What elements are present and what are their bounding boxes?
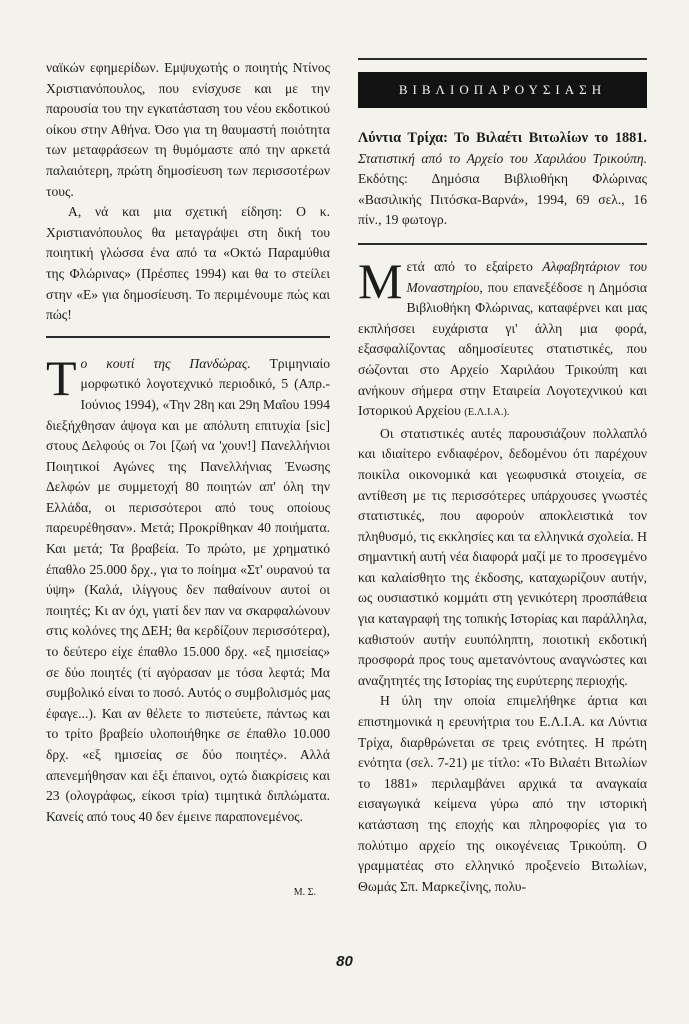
book-subtitle: Στατιστική από το Αρχείο του Χαριλάου Τρικούπη. — [358, 150, 647, 166]
article-title: ο κουτί της Πανδώρας. — [80, 355, 251, 371]
section-banner: ΒΙΒΛΙΟΠΑΡΟΥΣΙΑΣΗ — [358, 72, 647, 108]
drop-cap-t: Τ — [46, 349, 77, 406]
left-column — [46, 58, 330, 904]
drop-cap-m: Μ — [358, 252, 403, 309]
section-divider — [46, 336, 330, 338]
left-paragraph-1: ναϊκών εφημερίδων. Εμψυχωτής ο ποιητής Ντίνος Χριστιανόπουλος, που ενίσχυσε και με την παρουσία του την εγκατάσταση του νέου εκδοτικού οίκου στην Αθήνα. Όσο για τη θαυμαστή ποιότητα των μεταφράσεων τη θυμόμαστε από την αρκετά παλαιότερη, πρώτη δημοσίευση των περισσοτέρων τους. — [46, 60, 330, 199]
book-divider — [358, 243, 647, 245]
left-paragraph-2: Α, νά και μια σχετική είδηση: Ο κ. Χριστιανόπουλος θα μεταγράψει στη δική του ποιητική γλώσσα ένα από τα «Οκτώ Παραμύθια της Φλώρινας» (Πρέσπες 1994) και θα το στείλει στην «Ε» για δημοσίευση. Το περιμένουμε πώς και πώς! — [46, 204, 330, 323]
review-paragraph-3: Η ύλη την οποία επιμελήθηκε άρτια και επιστημονικά η ερευνήτρια του Ε.Λ.Ι.Α. κα Λύντια Τρίχα, διαρθρώνεται σε τρεις ενότητες. Η πρώτη ενότητα (σελ. 7-21) με τίτλο: «Το Βιλαέτι Βιτωλίων το 1881» περιλαμβάνει αρχικά τα αναγκαία εισαγωγικά κείμενα γύρω από την ιστορική κατάσταση της εποχής και πληροφορίες για το πολύτιμο αρχείο της οικογένειας Τρικούπη. Ο γραμματέας στο ελληνικό προξενείο Βιτωλίων, Θωμάς Σπ. Μαρκεζίνης, πολυ- — [358, 693, 647, 894]
review-text-cont: , που επανεξέδοσε η Δημόσια Βιβλιοθήκη Φλώρινας, καταφέρνει και μας εκπλήσσει ευχάριστα γι' άλλη μια φορά, εξασφαλίζοντας αδημοσίευτες στατιστικές, που σώζονται στο Αρχείο Χαριλάου Τρικούπη και ανήκουν σήμερα στην Εταιρεία Λογοτεχνικού και Ιστορικού Αρχείου — [358, 279, 647, 419]
book-title: Λύντια Τρίχα: Το Βιλαέτι Βιτωλίων το 1881. — [358, 130, 647, 146]
review-text: ετά από το εξαίρετο — [406, 258, 543, 274]
page-number: 80 — [336, 953, 353, 970]
article-pandora — [46, 349, 330, 828]
book-header — [358, 128, 647, 231]
banner-top-rule — [358, 58, 647, 60]
book-reference: Αλφαβητάριον του Μοναστηρίου — [406, 258, 647, 295]
acronym: (Ε.Λ.Ι.Α.). — [464, 407, 510, 419]
right-column — [358, 58, 647, 897]
article-body: Τριμηνιαίο μορφωτικό λογοτεχνικό περιοδικό, 5 (Απρ.-Ιούνιος 1994), «Την 28η και 29η Μαΐου 1994 διεξήχθησαν άψογα και με απόλυτη επιτυχία [sic] στους Δελφούς οι 7οι [ζωή να 'χουν!] Πανελλήνιοι Ποιητικοί Αγώνες της Πανελλήνιας Ένωσης Δελφών με συμμετοχή 80 ποιητών απ' όλη την Ελλάδα, οι περισσότεροι από τους οποίους παρευρέθησαν». Μετά; Προκρίθηκαν 40 ποιήματα. Και μετά; Τα βραβεία. Το πρώτο, με χρηματικό έπαθλο 25.000 δρχ., για το ποίημα «Στ' ουρανού τα ύψη» (Καλά, ιλίγγους δεν παθαίνουν αυτοί οι ποιητές; Κι αν όχι, γιατί δεν παν να σκαρφαλώνουν στις κολόνες της ΔΕΗ; θα κερδίζουν περισσότερα), το δεύτερο είχε έπαθλο 15.000 δρχ. «εξ ημισείας» σε δύο ποιητές (τί αγόρασαν με τόσα λεφτά; Μα συμβολικό είναι το ποσό. Αυτός ο συμβολισμός μας έφαγε...). Και αν θέλετε το πιστεύετε, πάντως και το τρίτο βραβείο υλοποιήθηκε σε έπαθλο 10.000 δρχ. «εξ ημισείας σε δύο ποιητές». Αλλά απενεμήθησαν και έξι έπαινοι, οχτώ διακρίσεις και 23 (ολογράφως, είκοσι τρία) τιμητικά διπλώματα. Κανείς από τους 40 δεν έμεινε παραπονεμένος. — [46, 355, 330, 824]
review-paragraph-1 — [358, 252, 647, 424]
review-paragraph-2: Οι στατιστικές αυτές παρουσιάζουν πολλαπλό και ιδιαίτερο ενδιαφέρον, δεδομένου ότι παρέχουν ποικίλα οικονομικά και γεωφυσικά στοιχεία, σε αντίθεση με τις περισσότερες υπάρχουσες γνωστές στατιστικές, που αφορούν αποκλειστικά τον πληθυσμό, τις εκκλησίες και τα ελληνικά σχολεία. Η σημαντική αυτή νέα διαφορά μαζί με το προσεγμένο και καλαίσθητο της έκδοσης, καταχωρίζουν αυτήν, ως ουσιαστικό κομμάτι στη γενικότερη προσπάθεια για καταγραφή της τοπικής Ιστορίας και παράλληλα, καθιστούν αυτήν ευυπόληπτη, ποιοτική εκδοτική προσφορά προς τους αμεταvόντους αναγνώστες και αναζητητές της Ιστορίας της ευρύτερης περιοχής. — [358, 425, 647, 688]
author-signature: Μ. Σ. — [293, 887, 316, 899]
book-details: Εκδότης: Δημόσια Βιβλιοθήκη Φλώρινας «Βασιλικής Πιτόσκα-Βαρνά», 1994, 69 σελ., 16 πίν., 19 φωτογρ. — [358, 171, 647, 228]
